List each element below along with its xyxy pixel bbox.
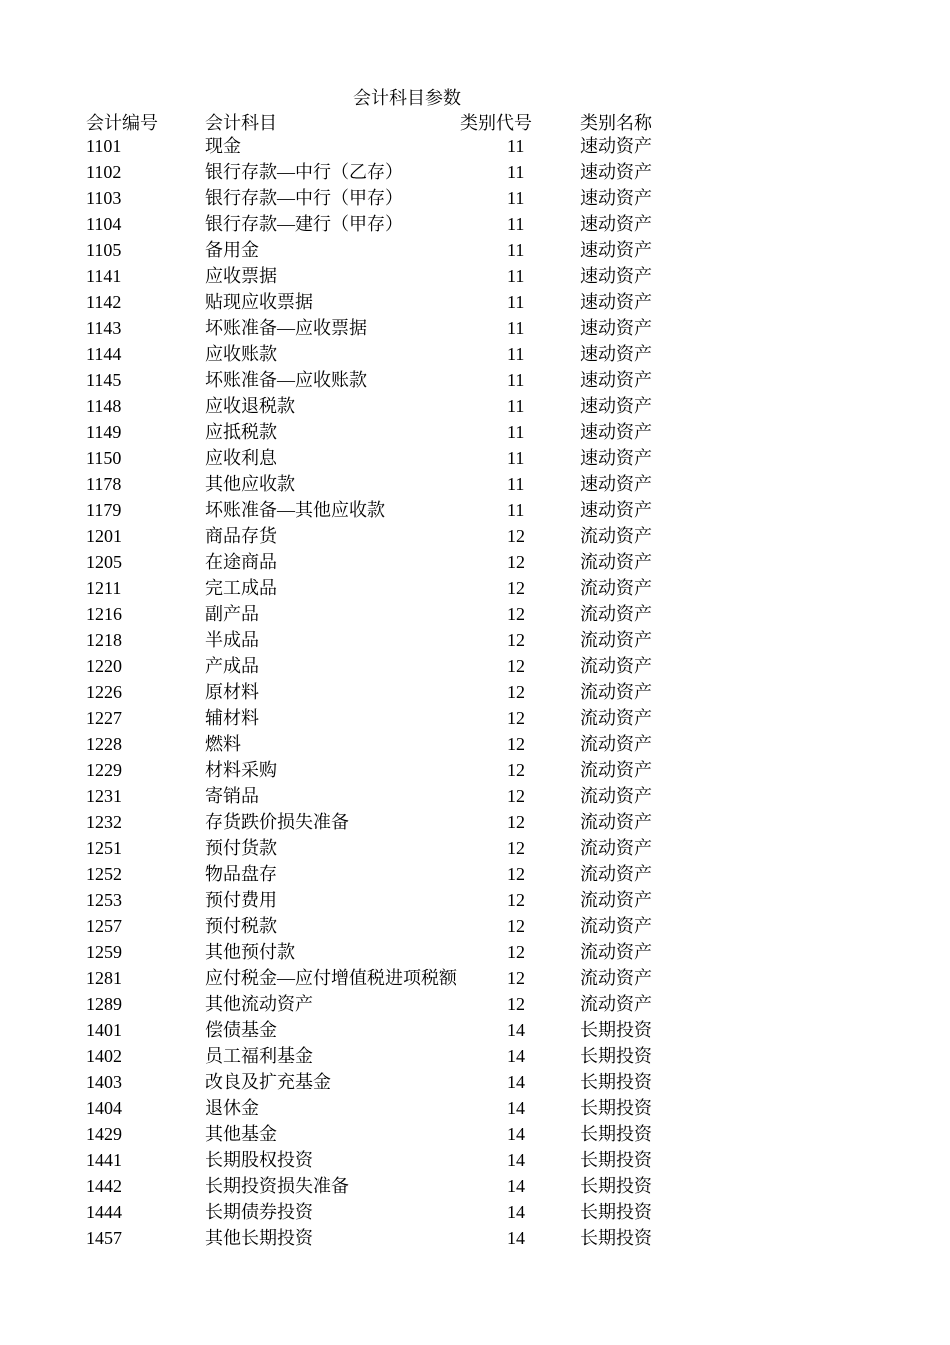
table-row	[0, 809, 950, 835]
category-code: 14	[507, 1046, 525, 1066]
account-name: 其他长期投资	[205, 1228, 313, 1248]
account-code: 1252	[86, 864, 122, 884]
category-name: 速动资产	[580, 136, 652, 156]
account-code: 1104	[86, 214, 122, 234]
table-row	[0, 523, 950, 549]
category-code: 11	[507, 344, 525, 364]
account-code: 1429	[86, 1124, 122, 1144]
category-name: 速动资产	[580, 266, 652, 286]
table-row	[0, 913, 950, 939]
category-name: 流动资产	[580, 786, 652, 806]
account-code: 1144	[86, 344, 122, 364]
table-row	[0, 991, 950, 1017]
account-code: 1259	[86, 942, 122, 962]
table-row	[0, 1173, 950, 1199]
account-code: 1253	[86, 890, 122, 910]
category-code: 11	[507, 448, 525, 468]
category-name: 速动资产	[580, 214, 652, 234]
category-name: 流动资产	[580, 604, 652, 624]
account-code: 1150	[86, 448, 122, 468]
category-name: 速动资产	[580, 448, 652, 468]
category-code: 11	[507, 188, 525, 208]
category-name: 长期投资	[580, 1020, 652, 1040]
category-name: 流动资产	[580, 630, 652, 650]
account-name: 其他流动资产	[205, 994, 313, 1014]
category-code: 14	[507, 1072, 525, 1092]
category-name: 速动资产	[580, 474, 652, 494]
account-code: 1220	[86, 656, 122, 676]
category-code: 11	[507, 396, 525, 416]
table-row	[0, 289, 950, 315]
account-code: 1444	[86, 1202, 122, 1222]
category-code: 11	[507, 292, 525, 312]
table-row	[0, 731, 950, 757]
account-code: 1179	[86, 500, 122, 520]
table-row	[0, 965, 950, 991]
account-name: 预付货款	[205, 838, 277, 858]
category-name: 长期投资	[580, 1072, 652, 1092]
table-row	[0, 679, 950, 705]
category-code: 12	[507, 864, 525, 884]
table-row	[0, 835, 950, 861]
table-row	[0, 1069, 950, 1095]
table-row	[0, 757, 950, 783]
category-name: 流动资产	[580, 968, 652, 988]
category-name: 长期投资	[580, 1098, 652, 1118]
table-row	[0, 549, 950, 575]
account-code: 1251	[86, 838, 122, 858]
account-name: 商品存货	[205, 526, 277, 546]
account-code: 1103	[86, 188, 122, 208]
account-name: 预付税款	[205, 916, 277, 936]
account-name: 半成品	[205, 630, 259, 650]
table-row	[0, 1095, 950, 1121]
category-name: 长期投资	[580, 1176, 652, 1196]
category-name: 速动资产	[580, 422, 652, 442]
account-code: 1441	[86, 1150, 122, 1170]
account-code: 1231	[86, 786, 122, 806]
category-code: 14	[507, 1124, 525, 1144]
table-row	[0, 705, 950, 731]
account-code: 1143	[86, 318, 122, 338]
category-name: 流动资产	[580, 526, 652, 546]
account-name: 辅材料	[205, 708, 259, 728]
category-code: 11	[507, 162, 525, 182]
account-name: 其他预付款	[205, 942, 295, 962]
category-code: 14	[507, 1098, 525, 1118]
account-name: 预付费用	[205, 890, 277, 910]
table-row	[0, 653, 950, 679]
category-name: 长期投资	[580, 1124, 652, 1144]
table-row	[0, 341, 950, 367]
category-name: 流动资产	[580, 838, 652, 858]
table-row	[0, 159, 950, 185]
category-name: 速动资产	[580, 240, 652, 260]
account-code: 1211	[86, 578, 122, 598]
category-name: 长期投资	[580, 1228, 652, 1248]
table-row	[0, 939, 950, 965]
account-name: 产成品	[205, 656, 259, 676]
category-code: 14	[507, 1020, 525, 1040]
category-code: 11	[507, 266, 525, 286]
header-category-name: 类别名称	[580, 113, 652, 133]
account-name: 备用金	[205, 240, 259, 260]
account-code: 1401	[86, 1020, 122, 1040]
account-name: 存货跌价损失准备	[205, 812, 349, 832]
page-title: 会计科目参数	[353, 88, 461, 108]
account-code: 1457	[86, 1228, 122, 1248]
account-name: 员工福利基金	[205, 1046, 313, 1066]
account-code: 1228	[86, 734, 122, 754]
table-row	[0, 445, 950, 471]
account-code: 1148	[86, 396, 122, 416]
category-code: 12	[507, 604, 525, 624]
account-code: 1218	[86, 630, 122, 650]
category-code: 12	[507, 708, 525, 728]
category-code: 11	[507, 136, 525, 156]
account-name: 应收账款	[205, 344, 277, 364]
account-name: 其他基金	[205, 1124, 277, 1144]
account-name: 完工成品	[205, 578, 277, 598]
table-row	[0, 393, 950, 419]
account-name: 在途商品	[205, 552, 277, 572]
account-code: 1101	[86, 136, 122, 156]
category-name: 速动资产	[580, 370, 652, 390]
account-code: 1281	[86, 968, 122, 988]
category-code: 12	[507, 838, 525, 858]
category-code: 11	[507, 318, 525, 338]
table-row	[0, 133, 950, 159]
category-code: 11	[507, 500, 525, 520]
category-code: 11	[507, 240, 525, 260]
table-row	[0, 1017, 950, 1043]
table-row	[0, 367, 950, 393]
category-code: 12	[507, 916, 525, 936]
table-row	[0, 237, 950, 263]
category-name: 流动资产	[580, 734, 652, 754]
category-code: 12	[507, 994, 525, 1014]
account-name: 燃料	[205, 734, 241, 754]
category-code: 12	[507, 786, 525, 806]
category-code: 12	[507, 578, 525, 598]
category-name: 流动资产	[580, 708, 652, 728]
account-name: 应收退税款	[205, 396, 295, 416]
table-row	[0, 1199, 950, 1225]
account-code: 1205	[86, 552, 122, 572]
category-name: 流动资产	[580, 916, 652, 936]
account-name: 副产品	[205, 604, 259, 624]
account-name: 退休金	[205, 1098, 259, 1118]
category-code: 14	[507, 1176, 525, 1196]
account-code: 1402	[86, 1046, 122, 1066]
category-name: 长期投资	[580, 1150, 652, 1170]
account-code: 1141	[86, 266, 122, 286]
table-row	[0, 1121, 950, 1147]
account-name: 应付税金—应付增值税进项税额	[205, 968, 457, 988]
account-code: 1216	[86, 604, 122, 624]
account-code: 1232	[86, 812, 122, 832]
account-name: 原材料	[205, 682, 259, 702]
table-row	[0, 1043, 950, 1069]
header-category-code: 类别代号	[460, 113, 532, 133]
category-code: 12	[507, 552, 525, 572]
account-name: 坏账准备—应收票据	[205, 318, 367, 338]
category-name: 流动资产	[580, 994, 652, 1014]
table-row	[0, 185, 950, 211]
account-name: 应抵税款	[205, 422, 277, 442]
category-code: 14	[507, 1228, 525, 1248]
table-row	[0, 211, 950, 237]
account-name: 寄销品	[205, 786, 259, 806]
category-code: 12	[507, 812, 525, 832]
category-name: 速动资产	[580, 500, 652, 520]
account-code: 1178	[86, 474, 122, 494]
account-code: 1289	[86, 994, 122, 1014]
table-row	[0, 601, 950, 627]
table-row	[0, 263, 950, 289]
table-row	[0, 783, 950, 809]
category-code: 12	[507, 942, 525, 962]
account-code: 1227	[86, 708, 122, 728]
account-code: 1142	[86, 292, 122, 312]
category-code: 12	[507, 734, 525, 754]
account-code: 1226	[86, 682, 122, 702]
category-name: 流动资产	[580, 682, 652, 702]
category-code: 11	[507, 214, 525, 234]
category-code: 12	[507, 890, 525, 910]
category-code: 11	[507, 474, 525, 494]
category-code: 14	[507, 1202, 525, 1222]
table-row	[0, 1225, 950, 1251]
account-code: 1105	[86, 240, 122, 260]
account-name: 改良及扩充基金	[205, 1072, 331, 1092]
category-code: 12	[507, 656, 525, 676]
account-name: 物品盘存	[205, 864, 277, 884]
category-code: 12	[507, 526, 525, 546]
category-name: 流动资产	[580, 812, 652, 832]
account-name: 现金	[205, 136, 241, 156]
account-name: 材料采购	[205, 760, 277, 780]
account-code: 1201	[86, 526, 122, 546]
header-code: 会计编号	[86, 113, 158, 133]
category-name: 长期投资	[580, 1046, 652, 1066]
account-name: 其他应收款	[205, 474, 295, 494]
category-name: 流动资产	[580, 864, 652, 884]
table-row	[0, 575, 950, 601]
category-name: 流动资产	[580, 552, 652, 572]
account-code: 1404	[86, 1098, 122, 1118]
account-name: 银行存款—建行（甲存）	[205, 214, 403, 234]
account-code: 1102	[86, 162, 122, 182]
account-name: 坏账准备—其他应收款	[205, 500, 385, 520]
table-row	[0, 497, 950, 523]
table-row	[0, 315, 950, 341]
account-name: 长期投资损失准备	[205, 1176, 349, 1196]
table-row	[0, 471, 950, 497]
account-name: 坏账准备—应收账款	[205, 370, 367, 390]
category-code: 11	[507, 422, 525, 442]
account-code: 1442	[86, 1176, 122, 1196]
category-code: 11	[507, 370, 525, 390]
category-code: 12	[507, 682, 525, 702]
account-code: 1403	[86, 1072, 122, 1092]
category-name: 长期投资	[580, 1202, 652, 1222]
account-name: 贴现应收票据	[205, 292, 313, 312]
account-code: 1145	[86, 370, 122, 390]
account-code: 1257	[86, 916, 122, 936]
category-name: 流动资产	[580, 942, 652, 962]
account-code: 1229	[86, 760, 122, 780]
account-name: 长期股权投资	[205, 1150, 313, 1170]
account-name: 应收利息	[205, 448, 277, 468]
category-name: 速动资产	[580, 188, 652, 208]
category-name: 速动资产	[580, 162, 652, 182]
category-name: 速动资产	[580, 344, 652, 364]
table-row	[0, 627, 950, 653]
category-name: 流动资产	[580, 656, 652, 676]
table-row	[0, 861, 950, 887]
category-code: 12	[507, 760, 525, 780]
category-code: 14	[507, 1150, 525, 1170]
category-code: 12	[507, 968, 525, 988]
table-row	[0, 887, 950, 913]
account-code: 1149	[86, 422, 122, 442]
category-name: 流动资产	[580, 578, 652, 598]
account-name: 银行存款—中行（乙存）	[205, 162, 403, 182]
category-name: 速动资产	[580, 318, 652, 338]
category-name: 流动资产	[580, 760, 652, 780]
account-name: 偿债基金	[205, 1020, 277, 1040]
account-name: 银行存款—中行（甲存）	[205, 188, 403, 208]
category-code: 12	[507, 630, 525, 650]
header-name: 会计科目	[205, 113, 277, 133]
category-name: 速动资产	[580, 396, 652, 416]
table-row	[0, 419, 950, 445]
category-name: 速动资产	[580, 292, 652, 312]
account-name: 长期债券投资	[205, 1202, 313, 1222]
table-row	[0, 1147, 950, 1173]
category-name: 流动资产	[580, 890, 652, 910]
account-name: 应收票据	[205, 266, 277, 286]
